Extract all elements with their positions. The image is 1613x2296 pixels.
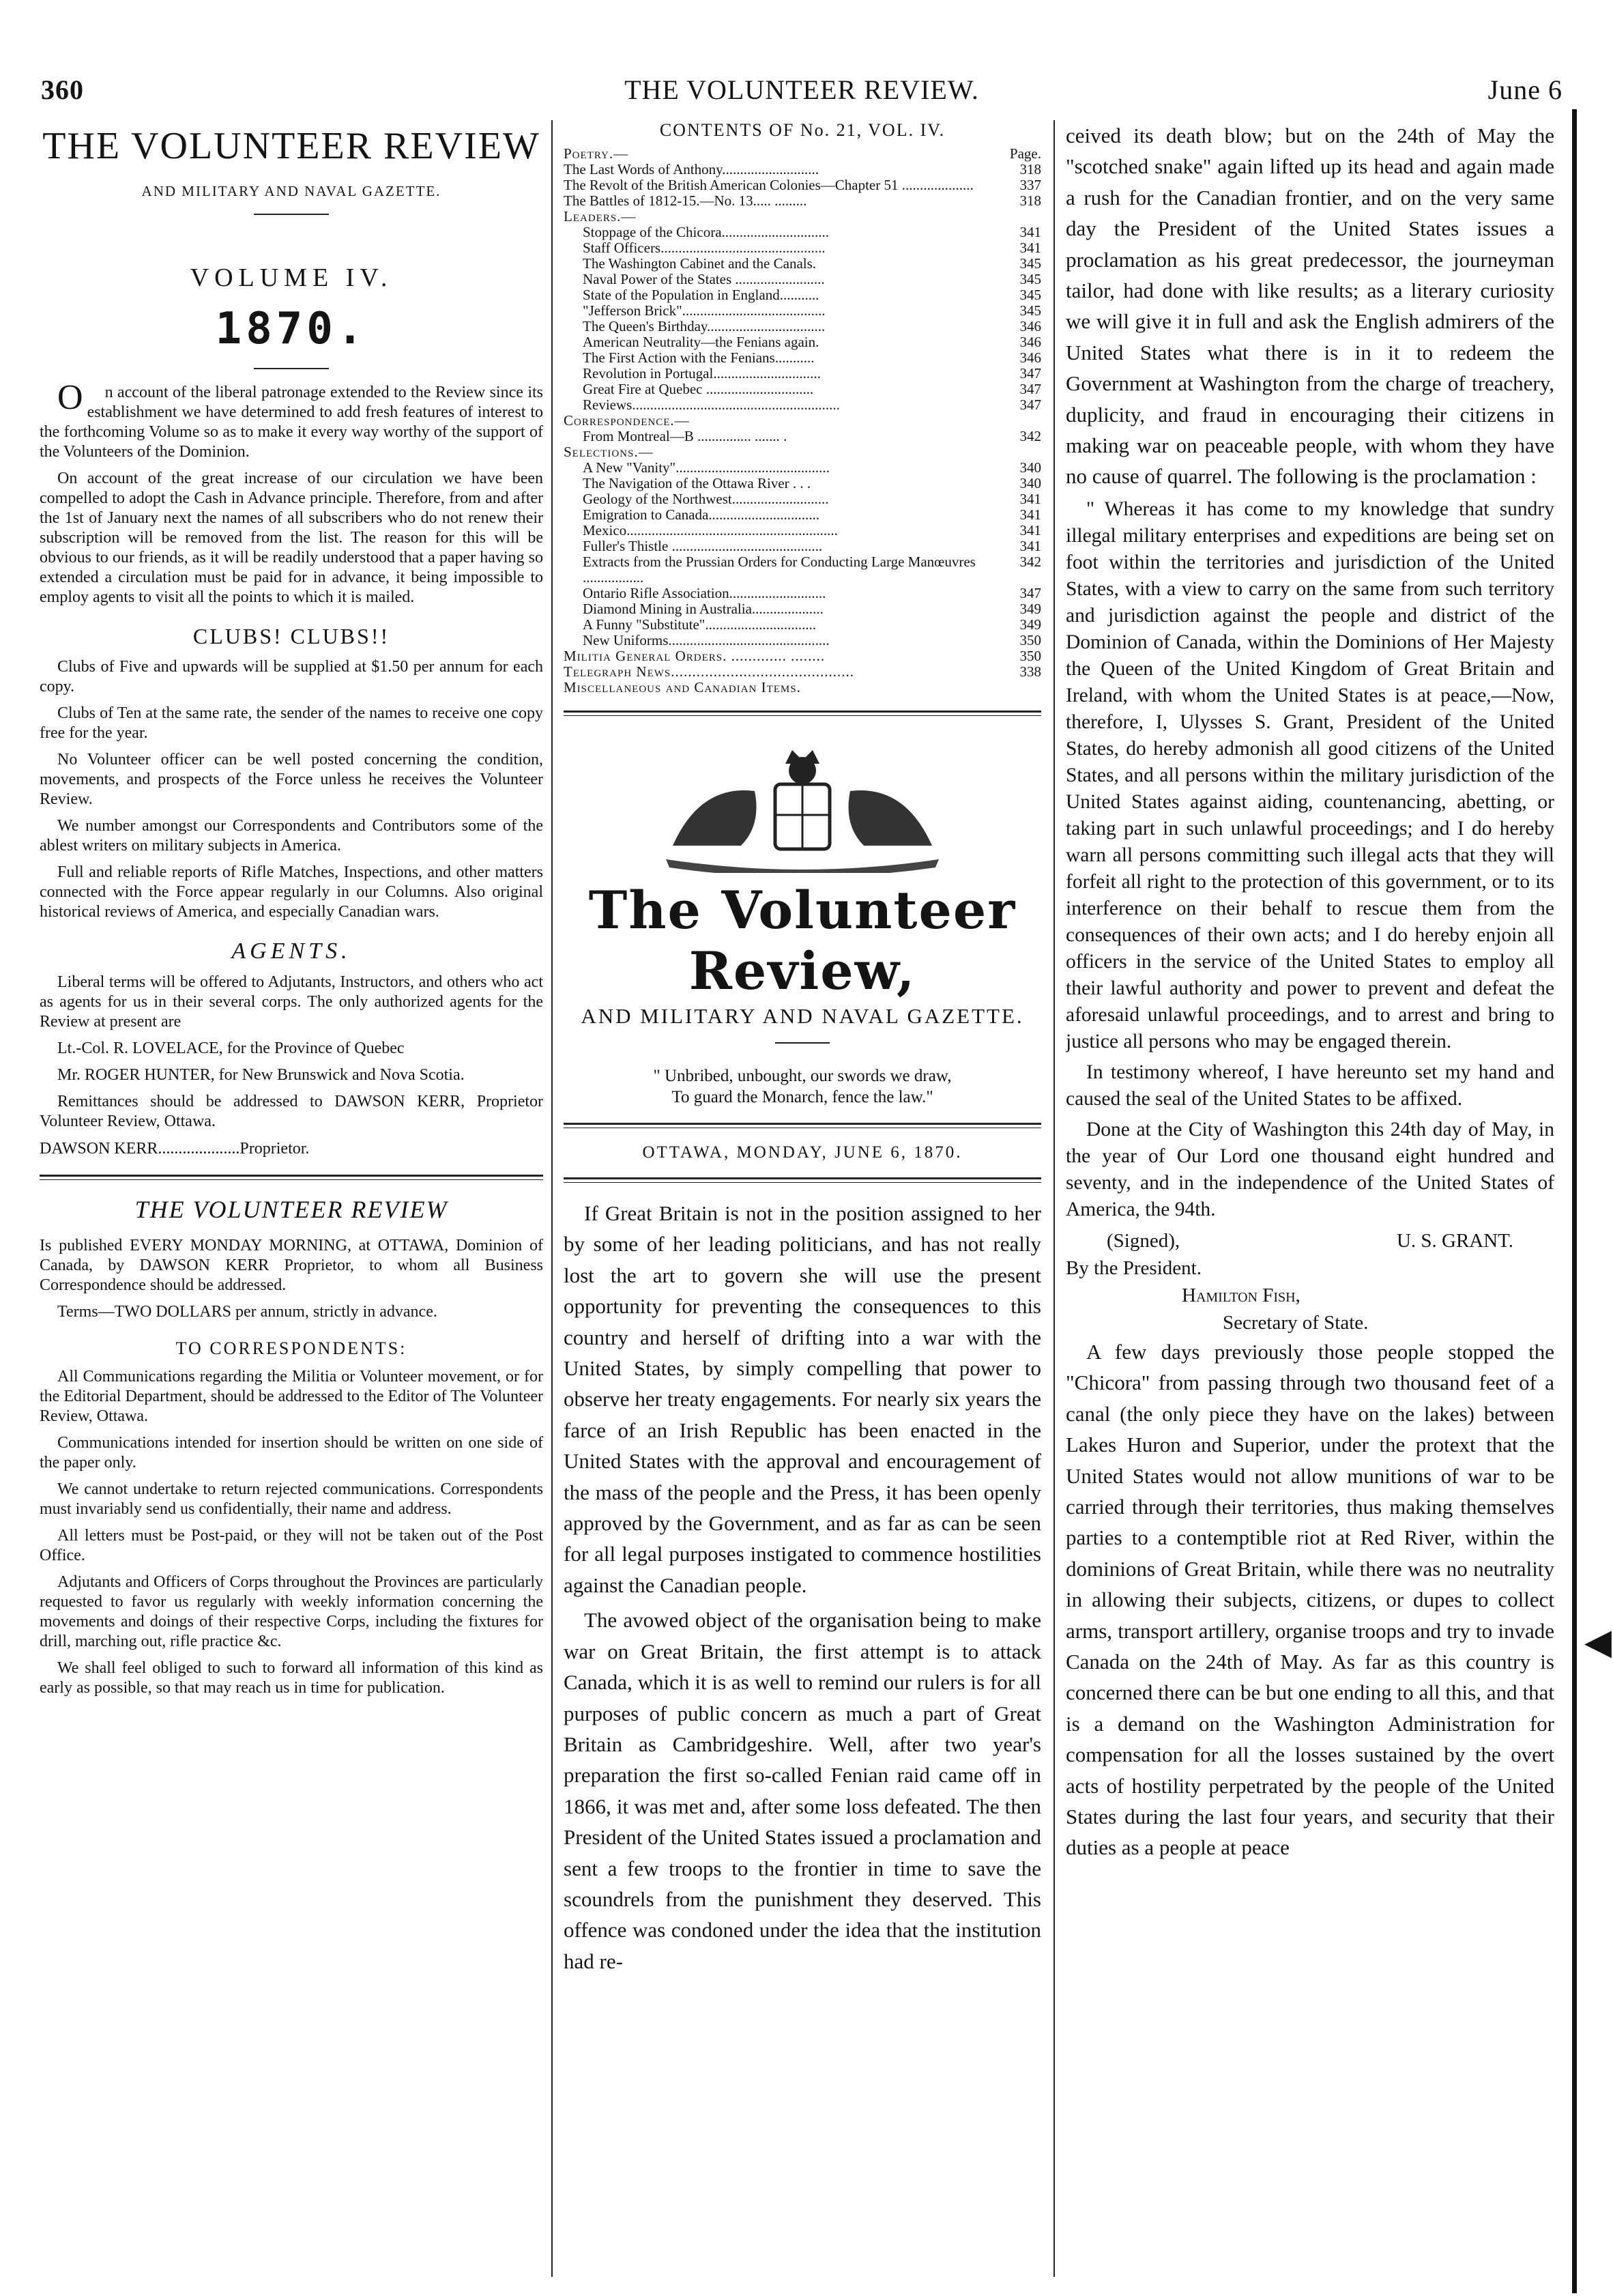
contents-item-title: The Washington Cabinet and the Canals. [583,256,817,272]
gothic-title: The Volunteer Review, [588,880,1017,1001]
contents-item-page: 350 [1019,632,1041,648]
contents-item-title: Selections.— [564,444,654,460]
contents-item-title: A New "Vanity"........................................... [583,460,830,476]
motto-line: To guard the Monarch, fence the law." [671,1088,933,1106]
column-rule [551,120,553,2277]
review-heading: THE VOLUNTEER REVIEW [134,1196,448,1223]
clubs-paragraph: Clubs of Ten at the same rate, the sender of the names to receive one copy free for the year. [40,704,543,742]
contents-item-page: 318 [1019,161,1041,177]
contents-item-page: 347 [1019,365,1041,382]
contents-item-page: 347 [1019,397,1041,413]
divider [254,368,329,369]
contents-item [564,303,1041,319]
agents-paragraph: Remittances should be addressed to DAWSON KERR, Proprietor Volunteer Review, Ottawa. [40,1093,543,1130]
contents-item-page: 340 [1019,459,1041,476]
contents-item-title: Staff Officers.............................................. [583,240,826,256]
contents-item-page: 341 [1019,522,1041,539]
contents-item-page: 341 [1019,491,1041,507]
secretary-title: Secretary of State. [1223,1311,1369,1334]
contents-item-title: Mexico........................................................... [583,523,838,539]
gothic-subtitle: AND MILITARY AND NAVAL GAZETTE. [581,1004,1024,1028]
contents-item-page: 347 [1019,381,1041,397]
signer-name: U. S. GRANT. [1396,1229,1513,1252]
contents-item-page: 345 [1019,302,1041,319]
contents-item-page [1006,209,1041,225]
page-edge [1572,109,1577,2293]
contents-item-page: 341 [1019,224,1041,240]
contents-item [564,460,1041,476]
contents-item [564,319,1041,334]
contents-item-page: 341 [1019,506,1041,523]
article-paragraph: The avowed object of the organisation being to make war on Great Britain, the first attempt is to attack Canada, which it is as well to remind our rulers is for all purposes of public concern as much a part of Great Britain as Cambridgeshire. Well, after two year's preparation the first so-called Fenian raid came off in 1866, it was met and, after some loss defeated. The then President of the United States issued a proclamation and sent a few troops to the frontier in time to save the scoundrels from the punishment they deserved. This offence was condoned under the idea that the institution had re- [564,1608,1041,1973]
contents-item-page: 345 [1019,271,1041,287]
contents-item [564,586,1041,601]
double-rule [40,1175,543,1180]
contents-item-page: 341 [1019,240,1041,256]
contents-item [564,507,1041,523]
contents-item-title: Correspondence.— [564,413,690,429]
contents-item-page [1006,444,1041,460]
contents-item-page: 345 [1019,255,1041,272]
contents-item-page: 340 [1019,475,1041,491]
secretary-name: Hamilton Fish, [1182,1284,1300,1306]
contents-item-page: Page. [1009,145,1041,162]
contents-item [564,162,1041,177]
article-paragraph: ceived its death blow; but on the 24th of May the "scotched snake" again lifted up its head and again made a rush for the Canadian frontier, and on the very same day the President of the United States issues a proclamation as his great predecessor, the journeyman tailor, had done with like results; as a literary curiosity we will give it in full and ask the English admirers of the United States what there is in it to redeem the Government at Washington from the charge of treachery, duplicity, and fraud in encouraging their citizens in making war on peaceable people, with whom they have no cause of quarrel. The following is the proclamation : [1066,124,1554,489]
article-paragraph: A few days previously those people stopped the "Chicora" from passing through two thousand feet of a canal (the only piece they have on the lakes) between Lakes Huron and Superior, under the protext that the United States would not allow munitions of war to be carried through their territories, thus making themselves parties to a contemptible riot at Red River, within the dominions of Great Britain, while there was no neutrality in allowing their subjects, citizens, or dupes to collect arms, transport artillery, organise troops and try to invade Canada on the 24th of May. As far as this country is concerned there can be but one ending to all this, and that is a demand on the Washington Administration for compensation for all the losses sustained by the overt acts of hostility perpetrated by the people of the United States during the last four years, and security that their duties as a people at peace [1066,1339,1554,1860]
contents-item-page: 347 [1019,585,1041,601]
contents-item-title: Revolution in Portugal.............................. [583,366,821,382]
proclamation-paragraph: " Whereas it has come to my knowledge that sundry illegal military enterprises and expeditions are being set on foot within the territories and jurisdiction of the United States, with a view to carry on the same from such territory and jurisdiction against the people and district of the Dominion of Canada, within the Dominions of Her Majesty the Queen of the United Kingdom of Great Britain and Ireland, with whom the United States is at peace,—Now, therefore, I, Ulysses S. Grant, President of the United States, do hereby admonish all good citizens of the United States, and all persons within the military jurisdiction of the United States against aiding, countenancing, abetting, or taking part in such unlawful proceedings; and I do hereby warn all persons committing such illegal acts that they will forfeit all right to the protection of this government, or to its interference on their behalf to rescue them from the consequences of their own acts; and I do hereby enjoin all officers in the service of the United States to employ all their lawful authority and power to prevent and defeat the aforesaid unlawful proceedings, and to arrest and bring to justice all persons who may be engaged therein. [1066,498,1554,1052]
contents-item [564,523,1041,539]
contents-item [564,193,1041,209]
contents-item-title: American Neutrality—the Fenians again. [583,334,819,350]
contents-item [564,680,1041,695]
correspondents-heading: TO CORRESPONDENTS: [175,1338,407,1358]
contents-item [564,413,1041,429]
divider [775,1042,830,1044]
contents-item-title: Diamond Mining in Australia.................... [583,601,824,617]
royal-coat-of-arms-icon [659,743,946,873]
contents-item [564,444,1041,460]
contents-item-page: 342 [1019,554,1041,570]
intro-paragraph: On account of the great increase of our circulation we have been compelled to adopt the Cash in Advance principle. Therefore, from and after the 1st of January next the names of all subscribers who do not renew their subscription will be removed from the list. The reason for this will be obvious to our friends, as it will be readily understood that a paper having so extended a circulation must be paid for in advance, it being impossible to employ agents to visit all the points to which it is mailed. [40,470,543,606]
double-rule [564,1123,1041,1128]
published-paragraph: Is published EVERY MONDAY MORNING, at OTTAWA, Dominion of Canada, by DAWSON KERR Proprietor, to whom all Business Correspondence should be addressed. [40,1237,543,1294]
pointing-triangle-icon: ◀ [1584,1623,1612,1662]
contents-item-title: New Uniforms............................................. [583,633,830,648]
contents-item-title: The Navigation of the Ottawa River . . . [583,476,811,491]
dateline: OTTAWA, MONDAY, JUNE 6, 1870. [642,1143,963,1162]
correspondents-paragraph: All letters must be Post-paid, or they will not be taken out of the Post Office. [40,1527,543,1564]
contents-item-title: Ontario Rifle Association........................... [583,586,826,601]
contents-item [564,350,1041,366]
contents-item-page: 346 [1019,334,1041,350]
contents-item-page: 345 [1019,287,1041,303]
contents-item [564,648,1041,664]
contents-item-title: The Queen's Birthday................................. [583,319,826,334]
contents-item [564,146,1041,162]
clubs-paragraph: Clubs of Five and upwards will be supplied at $1.50 per annum for each copy. [40,658,543,695]
contents-item [564,664,1041,680]
contents-item [564,397,1041,413]
divider [254,214,329,215]
contents-item-page: 342 [1019,428,1041,444]
agents-paragraph: Liberal terms will be offered to Adjutants, Instructors, and others who act as agents for us in their several corps. The only authorized agents for the Review at present are [40,973,543,1031]
contents-item [564,225,1041,240]
contents-item-title: Fuller's Thistle .......................................... [583,539,823,554]
contents-item [564,209,1041,225]
contents-item [564,601,1041,617]
contents-item-title: Militia General Orders. ............. ........ [564,648,826,664]
contents-item-page: 337 [1019,177,1041,193]
contents-item-page [1006,413,1041,429]
contents-item [564,491,1041,507]
contents-item [564,240,1041,256]
article-paragraph: If Great Britain is not in the position assigned to her by some of her leading politicians, and has not really lost the art to govern she will use the present opportunity for preventing the consequences to this country and herself of drifting into a war with the United States, by simply compelling that power to observe her treaty engagements. For nearly six years the farce of an Irish Republic has been enacted in the United States with the approval and encouragement of the mass of the people and the Press, it has been openly approved by the Government, and as far as can be seen for all legal purposes instigated to commence hostilities against the Canadian people. [564,1201,1041,1597]
contents-item-page: 341 [1019,538,1041,554]
proclamation-paragraph: Done at the City of Washington this 24th day of May, in the year of Our Lord one thousand eight hundred and seventy, and in the independence of the United States of America, the 94th. [1066,1118,1554,1220]
agents-paragraph: Lt.-Col. R. LOVELACE, for the Province of Quebec [57,1039,405,1057]
agents-heading: AGENTS. [231,938,351,964]
correspondents-paragraph: Communications intended for insertion should be written on one side of the paper only. [40,1434,543,1472]
column-rule [1053,120,1055,2277]
contents-item [564,539,1041,554]
contents-title: CONTENTS OF No. 21, VOL. IV. [659,120,946,140]
column-right [1066,120,1554,1867]
page-number: 360 [41,74,84,105]
double-rule [564,1177,1041,1183]
intro-paragraph: On account of the liberal patronage extended to the Review since its establishment we have determined to add fresh features of interest to the forthcoming Volume so as to make it every way worthy of the support of the Volunteers of the Dominion. [40,378,543,461]
contents-item-title: State of the Population in England........... [583,287,819,303]
terms-paragraph: Terms—TWO DOLLARS per annum, strictly in advance. [57,1303,437,1321]
contents-item [564,476,1041,491]
contents-item-title: Naval Power of the States ......................... [583,272,825,287]
contents-item-title: The Battles of 1812-15.—No. 13..... ......... [564,193,807,209]
contents-item-title: Great Fire at Quebec .............................. [583,382,814,397]
by-president: By the President. [1066,1257,1202,1279]
contents-item-title: Telegraph News........................................... [564,664,854,680]
contents-item-title: "Jefferson Brick"........................................ [583,303,826,319]
contents-item-page: 346 [1019,318,1041,334]
correspondents-paragraph: We shall feel obliged to such to forward all information of this kind as early as possible, so that may reach us in time for publication. [40,1659,543,1697]
volume-label: VOLUME IV. [190,263,393,292]
contents-item [564,177,1041,193]
signature-line [1066,1227,1554,1254]
clubs-paragraph: No Volunteer officer can be well posted concerning the condition, movements, and prospects of the Force unless he receives the Volunteer Review. [40,751,543,808]
contents-item [564,554,1041,586]
contents-item-title: From Montreal—B ............... ....... . [583,429,787,444]
contents-item [564,256,1041,272]
contents-item [564,287,1041,303]
contents-item [564,366,1041,382]
clubs-paragraph: We number amongst our Correspondents and Contributors some of the ablest writers on military subjects in America. [40,817,543,855]
contents-item-page: 349 [1019,601,1041,617]
contents-item [564,633,1041,648]
contents-item-page: 349 [1019,616,1041,633]
contents-item-title: Extracts from the Prussian Orders for Conducting Large Manœuvres ................. [583,554,976,586]
contents-item-title: Emigration to Canada............................... [583,507,820,523]
correspondents-paragraph: All Communications regarding the Militia or Volunteer movement, or for the Editorial Department, should be addressed to the Editor of The Volunteer Review, Ottawa. [40,1368,543,1425]
contents-item-title: Reviews.......................................................... [583,397,840,413]
correspondents-paragraph: Adjutants and Officers of Corps throughout the Provinces are particularly requested to favor us regularly with weekly information concerning the movements and doings of their respective Corps, including the fixtures for drill, marching out, rifle practice &c. [40,1573,543,1650]
contents-item [564,382,1041,397]
masthead-subtitle: AND MILITARY AND NAVAL GAZETTE. [141,183,441,199]
column-middle [564,120,1041,1981]
double-rule [564,711,1041,716]
contents-item-title: Leaders.— [564,209,637,225]
contents-item-page: 350 [1019,648,1041,664]
contents-list [564,146,1041,695]
column-left [40,120,543,1705]
masthead-title: THE VOLUNTEER REVIEW [42,125,540,167]
contents-item-title: Poetry.— [564,146,629,162]
contents-item [564,334,1041,350]
contents-item-title: The Revolt of the British American Colonies—Chapter 51 .................... [564,177,974,193]
contents-item-page: 346 [1019,349,1041,366]
contents-item-title: Geology of the Northwest........................... [583,491,829,507]
contents-item-title: The Last Words of Anthony........................... [564,162,819,177]
proclamation-paragraph: In testimony whereof, I have hereunto set my hand and caused the seal of the United States to be affixed. [1066,1061,1554,1110]
motto-line: " Unbribed, unbought, our swords we draw, [653,1067,952,1085]
contents-item-page: 338 [1019,663,1041,680]
clubs-paragraph: Full and reliable reports of Rifle Matches, Inspections, and other matters connected with the Force appear regularly in our Columns. Also original historical reviews of America, and especially Canadian wars. [40,863,543,921]
running-date: June 6 [1487,74,1563,105]
contents-item-title: Miscellaneous and Canadian Items. [564,680,801,695]
contents-item-title: The First Action with the Fenians........... [583,350,815,366]
contents-item-title: A Funny "Substitute"............................... [583,617,817,633]
running-title: THE VOLUNTEER REVIEW. [624,74,979,105]
contents-item-page: 318 [1019,192,1041,209]
agents-paragraph: Mr. ROGER HUNTER, for New Brunswick and Nova Scotia. [57,1066,465,1084]
year-label: 1870. [215,304,368,354]
contents-item [564,617,1041,633]
contents-item-page [1006,680,1041,695]
contents-item-title: Stoppage of the Chicora.............................. [583,225,830,240]
proprietor-line: DAWSON KERR....................Proprietor. [40,1140,310,1158]
contents-item [564,429,1041,444]
clubs-heading: CLUBS! CLUBS!! [192,624,390,648]
signed-label: (Signed), [1107,1229,1180,1252]
correspondents-paragraph: We cannot undertake to return rejected communications. Correspondents must invariably send us confidentially, their name and address. [40,1480,543,1518]
running-head [41,74,1563,115]
contents-item [564,272,1041,287]
